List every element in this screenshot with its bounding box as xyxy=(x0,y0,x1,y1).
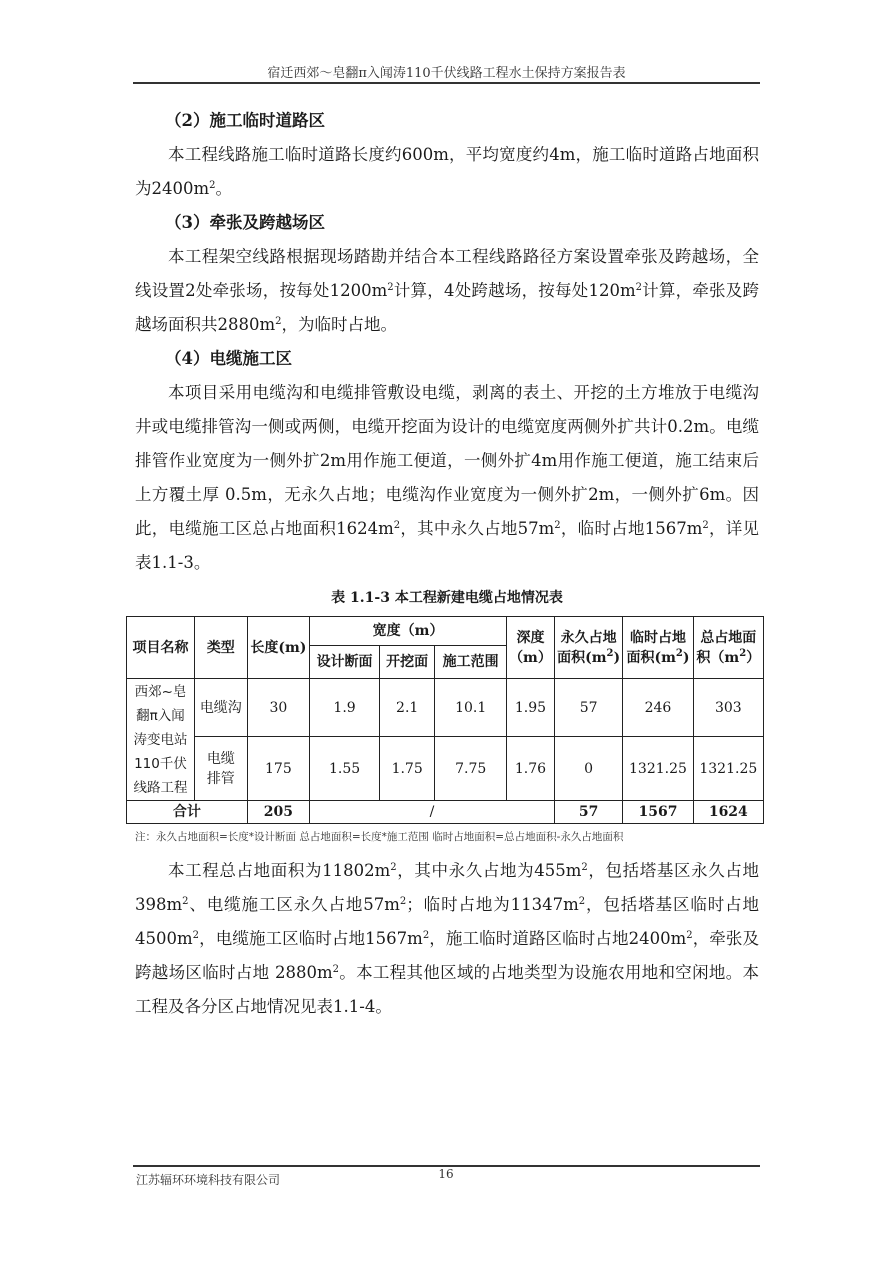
superscript: 2 xyxy=(399,896,407,907)
text-fragment: 本工程架空线路根据现场踏勘并结合本工程线路路径方案设置牵张及跨越场，全线设置2处牵张场，按每处1200m xyxy=(135,247,759,300)
col-header-excavation: 开挖面 xyxy=(380,646,435,679)
cable-land-table xyxy=(126,616,764,824)
superscript: 2 xyxy=(332,964,339,975)
superscript: 2 xyxy=(390,862,397,873)
cell-total-length: 205 xyxy=(247,801,309,824)
superscript: 2 xyxy=(686,930,693,941)
header-divider xyxy=(133,82,760,84)
section-heading-temp-road: （2）施工临时道路区 xyxy=(165,111,325,130)
superscript: 2 xyxy=(635,282,642,293)
superscript: 2 xyxy=(422,930,430,941)
col-header-width-group: 宽度（m） xyxy=(310,617,507,646)
col-header-permanent-area xyxy=(554,617,622,679)
cell-design: 1.9 xyxy=(310,679,380,737)
superscript: 2 xyxy=(739,647,747,659)
text-fragment: ；临时占地为11347m xyxy=(406,895,579,914)
paragraph-summary xyxy=(135,854,759,1024)
col-header-construction-range: 施工范围 xyxy=(435,646,507,679)
text-fragment: ，临时占地1567m xyxy=(560,519,703,538)
text-fragment: ，为临时占地。 xyxy=(281,315,398,334)
cell-depth: 1.76 xyxy=(507,737,555,801)
cell-temporary: 246 xyxy=(623,679,693,737)
superscript: 2 xyxy=(554,520,561,531)
cell-total-slash: / xyxy=(310,801,555,824)
col-header-project-name: 项目名称 xyxy=(127,617,195,679)
section-heading-cable-construction: （4）电缆施工区 xyxy=(165,349,292,368)
cell-permanent: 57 xyxy=(554,679,622,737)
cell-depth: 1.95 xyxy=(507,679,555,737)
col-header-depth: 深度（m） xyxy=(507,617,555,679)
text-fragment: 本工程总占地面积为11802m xyxy=(168,861,391,880)
table-header-row xyxy=(127,617,764,646)
cell-length: 30 xyxy=(247,679,309,737)
page-number: 16 xyxy=(438,1167,454,1181)
text-fragment: ，包括塔基区永久占地398m xyxy=(135,861,760,914)
text-fragment: ，牵张及跨越场区临时占地 2880m xyxy=(135,929,760,982)
col-header-design-section: 设计断面 xyxy=(310,646,380,679)
paragraph-tension-crossing xyxy=(135,240,759,342)
cell-temporary: 1321.25 xyxy=(623,737,693,801)
section-heading-tension-crossing: （3）牵张及跨越场区 xyxy=(165,213,325,232)
cell-construction: 7.75 xyxy=(435,737,507,801)
cell-total-label: 合计 xyxy=(127,801,248,824)
paragraph-cable-construction xyxy=(135,376,759,580)
cell-total-total: 1624 xyxy=(693,801,763,824)
cell-design: 1.55 xyxy=(310,737,380,801)
text-fragment: ，其中永久占地为455m xyxy=(396,861,582,880)
cell-total: 1321.25 xyxy=(693,737,763,801)
superscript: 2 xyxy=(209,180,216,191)
superscript: 2 xyxy=(578,896,586,907)
col-header-temporary-area xyxy=(623,617,693,679)
text-fragment: ，详见表1.1-3。 xyxy=(135,519,760,572)
text-fragment: ，其中永久占地57m xyxy=(400,519,555,538)
page-header-title: 宿迁西郊～皂翻π入闻涛110千伏线路工程水土保持方案报告表 xyxy=(267,66,626,81)
cell-excavation: 2.1 xyxy=(380,679,435,737)
cell-total: 303 xyxy=(693,679,763,737)
superscript: 2 xyxy=(192,930,200,941)
table-row xyxy=(127,679,764,737)
table-caption: 表 1.1-3 本工程新建电缆占地情况表 xyxy=(331,590,563,606)
page-body xyxy=(132,104,761,1024)
superscript: 2 xyxy=(182,896,189,907)
text-fragment: 计算，牵张及跨越场面积共2880m xyxy=(135,281,759,334)
table-total-row xyxy=(127,801,764,824)
text-fragment: 。 xyxy=(215,179,233,198)
cell-excavation: 1.75 xyxy=(380,737,435,801)
superscript: 2 xyxy=(702,520,709,531)
cell-project-name: 西郊~皂翻π入闻涛变电站110千伏线路工程 xyxy=(127,679,195,801)
header-text: 总占地面积（m xyxy=(696,629,757,666)
text-fragment: 本工程线路施工临时道路长度约600m，平均宽度约4m，施工临时道路占地面积为2400m xyxy=(135,145,759,198)
text-fragment: ，包括塔基区临时占地4500m xyxy=(135,895,760,948)
text-fragment: 。本工程其他区域的占地类型为设施农用地和空闲地。本工程及各分区占地情况见表1.1-4。 xyxy=(135,963,759,1016)
paragraph-temp-road xyxy=(135,138,759,206)
table-note: 注：永久占地面积=长度*设计断面 总占地面积=长度*施工范围 临时占地面积=总占地面积-永久占地面积 xyxy=(135,831,624,843)
cell-construction: 10.1 xyxy=(435,679,507,737)
text-fragment: ，施工临时道路区临时占地2400m xyxy=(429,929,687,948)
col-header-length: 长度(m) xyxy=(247,617,309,679)
superscript: 2 xyxy=(581,862,588,873)
header-text: ） xyxy=(746,649,761,666)
header-text: ) xyxy=(682,649,690,666)
text-fragment: 、电缆施工区永久占地57m xyxy=(188,895,400,914)
superscript: 2 xyxy=(606,647,614,659)
superscript: 2 xyxy=(387,282,394,293)
cell-total-permanent: 57 xyxy=(554,801,622,824)
text-fragment: 计算，4处跨越场，按每处120m xyxy=(393,281,636,300)
cell-total-temporary: 1567 xyxy=(623,801,693,824)
superscript: 2 xyxy=(393,520,401,531)
header-text: ) xyxy=(613,649,621,666)
cell-type: 电缆排管 xyxy=(194,737,247,801)
col-header-type: 类型 xyxy=(194,617,247,679)
cell-permanent: 0 xyxy=(554,737,622,801)
header-text: 临时占地面积(m xyxy=(626,629,686,666)
col-header-total-area xyxy=(693,617,763,679)
cell-length: 175 xyxy=(247,737,309,801)
superscript: 2 xyxy=(275,316,282,327)
footer-company: 江苏辐环环境科技有限公司 xyxy=(136,1173,281,1187)
table-row xyxy=(127,737,764,801)
superscript: 2 xyxy=(675,647,683,659)
text-fragment: 本项目采用电缆沟和电缆排管敷设电缆，剥离的表土、开挖的土方堆放于电缆沟井或电缆排管沟一侧或两侧，电缆开挖面为设计的电缆宽度两侧外扩共计0.2m。电缆排管作业宽度为一侧外扩2m用作施工便道，一侧外扩4m用作施工便道，施工结束后上方覆土厚 0.5m，无永久占地；电缆沟作业宽度为一侧外扩2m，一侧外扩6m。因此，电缆施工区总占地面积1624m xyxy=(135,383,759,538)
text-fragment: ，电缆施工区临时占地1567m xyxy=(199,929,423,948)
header-text: 永久占地面积(m xyxy=(557,629,617,666)
cell-type: 电缆沟 xyxy=(194,679,247,737)
